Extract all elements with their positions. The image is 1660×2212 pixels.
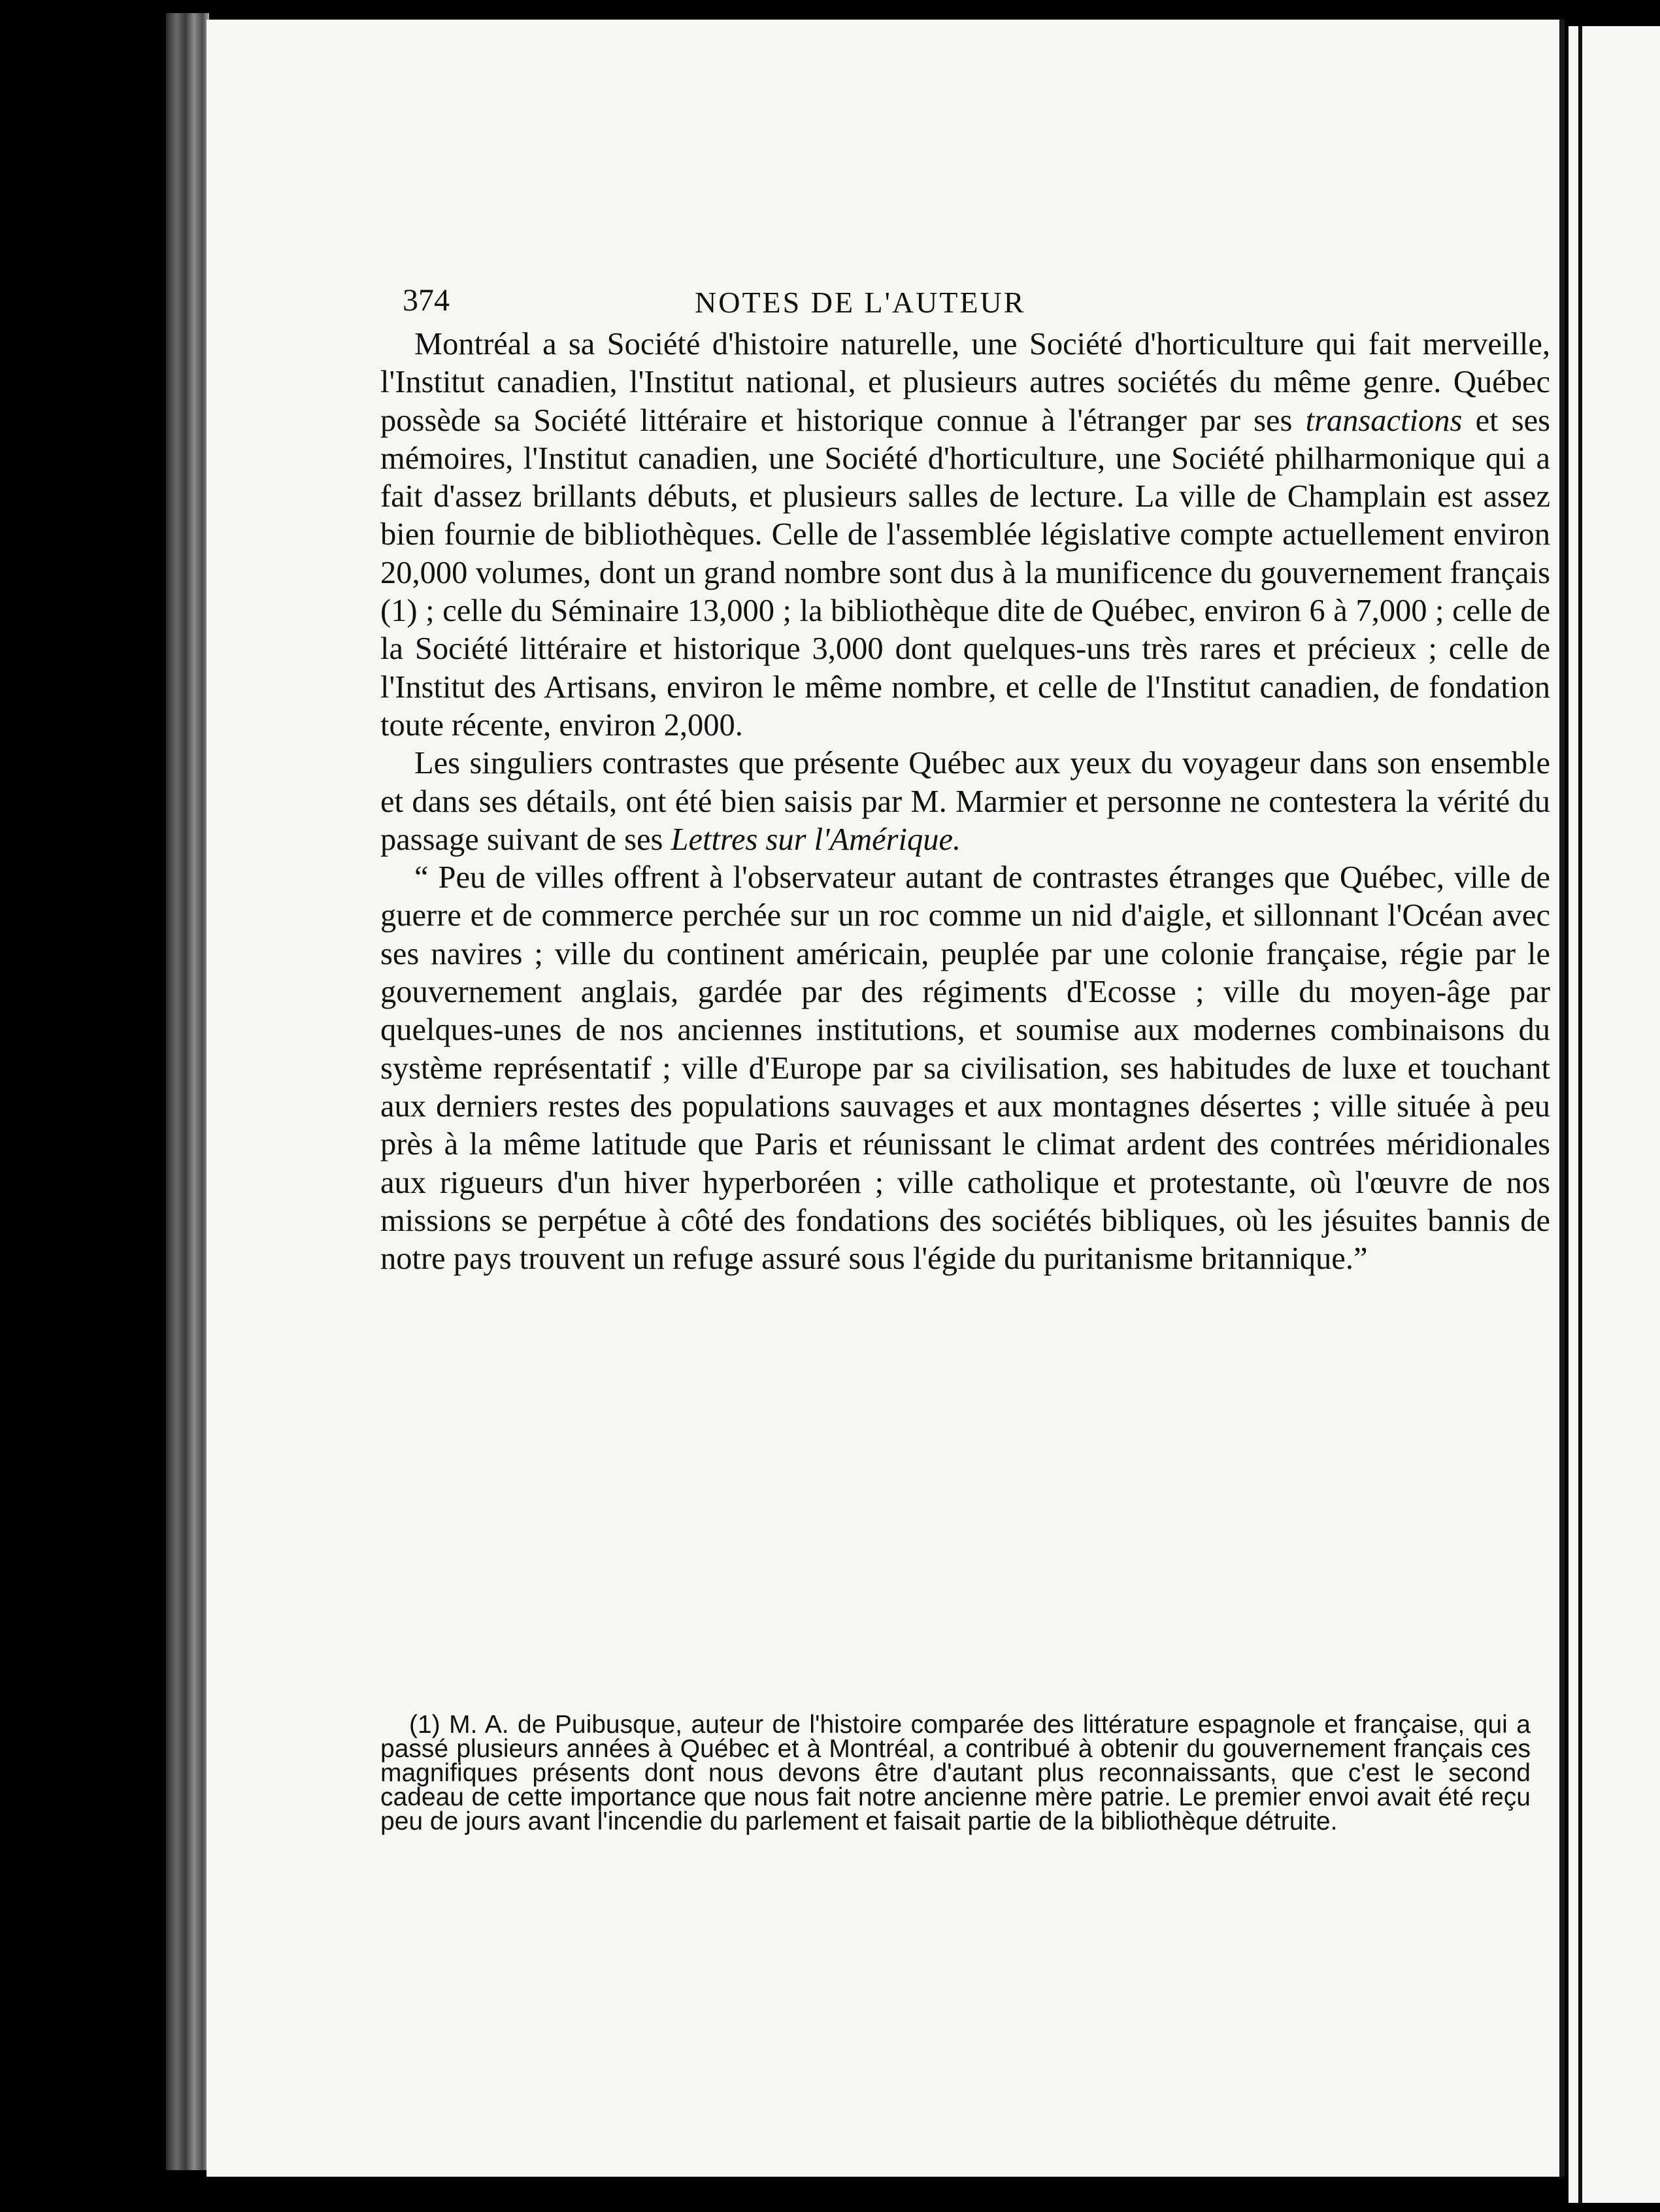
footnote-text: (1) M. A. de Puibusque, auteur de l'histoire comparée des littérature espagnole et française, qui a passé plusieurs années à Québec et à Montréal, a contribué à obtenir du gouvernement français ces magnifiques présents dont nous devons être d'autant plus reconnaissants, que c'est le second cadeau de cette importance que nous fait notre ancienne mère patrie. Le premier envoi avait été reçu peu de jours avant l'incendie du parlement et faisait partie de la bibliothèque détruite. bbox=[380, 1711, 1531, 1835]
paragraph-text: Montréal a sa Société d'histoire naturelle, une Société d'horticulture qui fait merveille, l'Institut canadien, l'Institut national, et plusieurs autres sociétés du même genre. Québec possède sa Société littéraire et historique connue à l'étranger par ses bbox=[380, 327, 1550, 438]
paragraph-quotation: “ Peu de villes offrent à l'observateur autant de contrastes étranges que Québec, ville de guerre et de commerce perchée sur un roc comme un nid d'aigle, et sillonnant l'Océan avec ses navires ; ville du continent américain, peuplée par une colonie française, régie par le gouvernement anglais, gardée par des régiments d'Ecosse ; ville du moyen-âge par quelques-unes de nos anciennes institutions, et soumise aux modernes combinaisons du système représentatif ; ville d'Europe par sa civilisation, ses habitudes de luxe et touchant aux derniers restes des populations sauvages et aux montagnes désertes ; ville située à peu près à la même latitude que Paris et réunissant le climat ardent des contrées méridionales aux rigueurs d'un hiver hyperboréen ; ville catholique et protestante, où l'œuvre de nos missions se perpétue à côté des fondations des sociétés bibliques, où les jésuites bannis de notre pays trouvent un refuge assuré sous l'égide du puritanisme britannique.” bbox=[380, 860, 1550, 1277]
footnote bbox=[380, 1713, 1531, 1834]
facing-page-edge bbox=[1569, 26, 1660, 2203]
page-header bbox=[207, 282, 1350, 322]
body-text bbox=[380, 326, 1550, 1278]
page-number: 374 bbox=[403, 283, 450, 318]
paragraph-text: Les singuliers contrastes que présente Québec aux yeux du voyageur dans son ensemble et dans ses détails, ont été bien saisis par M. Marmier et personne ne contestera la vérité du passage suivant de ses bbox=[380, 746, 1550, 857]
paragraph-text: et ses mémoires, l'Institut canadien, une Société d'horticulture, une Société philharmonique qui a fait d'assez brillants débuts, et plusieurs salles de lecture. La ville de Champlain est assez bien fournie de bibliothèques. Celle de l'assemblée législative compte actuellement environ 20,000 volumes, dont un grand nombre sont dus à la munificence du gouvernement français (1) ; celle du Séminaire 13,000 ; la bibliothèque dite de Québec, environ 6 à 7,000 ; celle de la Société littéraire et historique 3,000 dont quelques-uns très rares et précieux ; celle de l'Institut des Artisans, environ le même nombre, et celle de l'Institut canadien, de fondation toute récente, environ 2,000. bbox=[380, 403, 1551, 743]
book-page bbox=[207, 20, 1565, 2177]
facing-page-border bbox=[1578, 26, 1582, 2203]
italic-term: transactions bbox=[1305, 403, 1463, 438]
running-title: NOTES DE L'AUTEUR bbox=[695, 286, 1026, 319]
paragraph-marmier bbox=[380, 745, 1550, 859]
paragraph-libraries bbox=[380, 326, 1550, 745]
italic-book-title: Lettres sur l'Amérique. bbox=[671, 822, 961, 857]
book-page-edges bbox=[166, 13, 209, 2170]
